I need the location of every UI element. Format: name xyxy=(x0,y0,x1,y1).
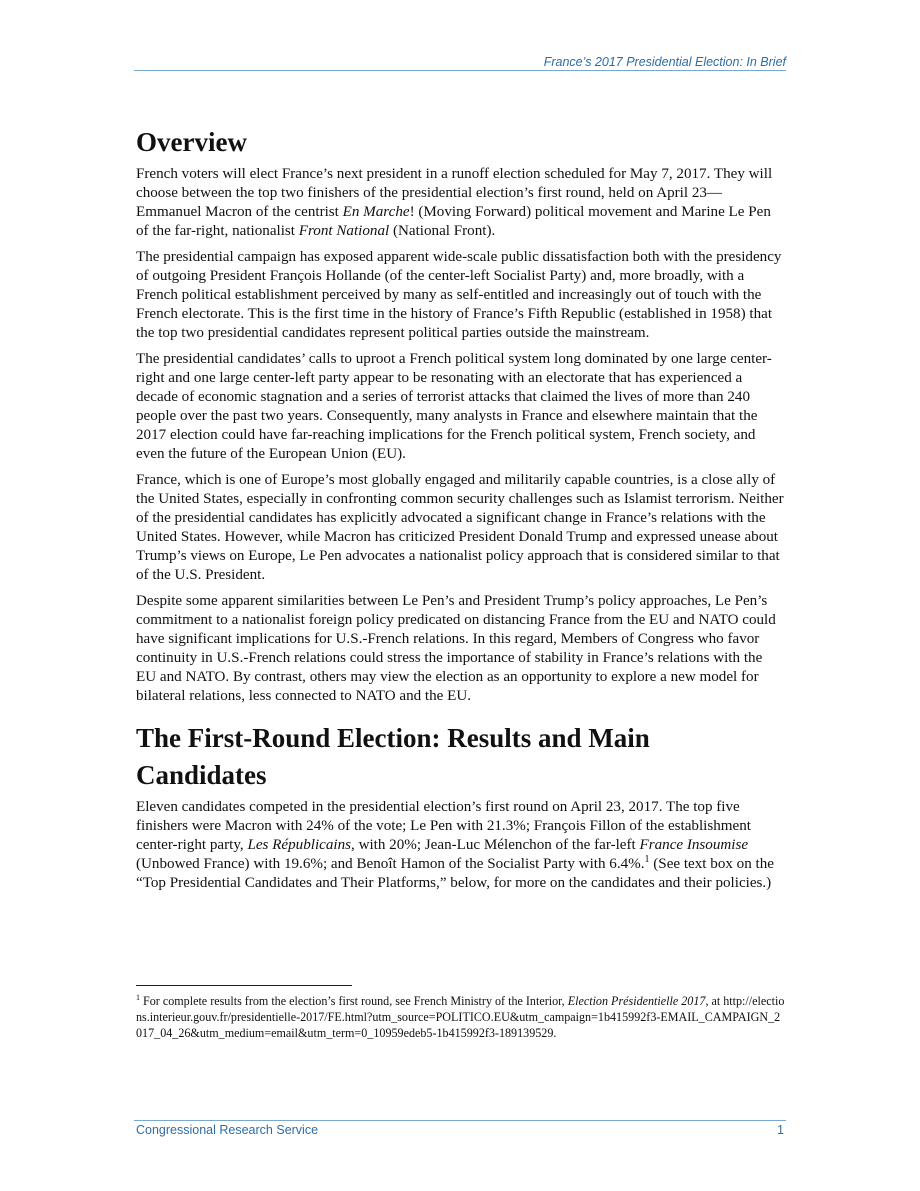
footnote-divider xyxy=(136,985,352,986)
document-body xyxy=(136,124,786,900)
running-header: France’s 2017 Presidential Election: In Brief xyxy=(543,55,786,69)
section-heading-first-round: The First-Round Election: Results and Main Candidates xyxy=(136,723,650,790)
footer-publisher: Congressional Research Service xyxy=(136,1123,319,1137)
overview-paragraph-1: French voters will elect France’s next president in a runoff election scheduled for May 7, 2017. They will choose between the top two finishers of the presidential election’s first round, held on April 23—Emmanuel Macron of the centrist En Marche! (Moving Forward) political movement and Marine Le Pen of the far-right, nationalist Front National (National Front). xyxy=(136,166,773,239)
overview-paragraph-5: Despite some apparent similarities between Le Pen’s and President Trump’s policy approaches, Le Pen’s commitment to a nationalist foreign policy predicated on distancing France from the EU and NATO could have significant implications for U.S.-French relations. In this regard, Members of Congress who favor continuity in U.S.-French relations could stress the importance of stability in France’s relations with the EU and NATO. By contrast, others may view the election as an opportunity to explore a new model for bilateral relations, less connected to NATO and the EU. xyxy=(136,593,776,704)
first-round-paragraph-1: Eleven candidates competed in the presidential election’s first round on April 23, 2017. The top five finishers were Macron with 24% of the vote; Le Pen with 21.3%; François Fillon of the establishment center-right party, Les Républicains, with 20%; Jean-Luc Mélenchon of the far-left France Insoumise (Unbowed France) with 19.6%; and Benoît Hamon of the Socialist Party with 6.4%.$^1$ (See text box on the “Top Presidential Candidates and Their Platforms,” below, for more on the candidates and their policies.) xyxy=(136,799,774,891)
footer-divider xyxy=(134,1120,786,1121)
overview-paragraph-3: The presidential candidates’ calls to uproot a French political system long dominated by one large center-right and one large center-left party appear to be resonating with an electorate that has experienced a decade of economic stagnation and a series of terrorist attacks that claimed the lives of more than 240 people over the past two years. Consequently, many analysts in France and elsewhere maintain that the 2017 election could have far-reaching implications for the French political system, French society, and even the future of the European Union (EU). xyxy=(136,351,772,462)
header-divider xyxy=(134,70,786,71)
overview-paragraph-4: France, which is one of Europe’s most globally engaged and militarily capable countries, is a close ally of the United States, especially in confronting common security challenges such as Islamist terrorism. Neither of the presidential candidates has explicitly advocated a significant change in France’s relations with the United States. However, while Macron has criticized President Donald Trump and expressed unease about Trump’s views on Europe, Le Pen advocates a nationalist policy approach that is considered similar to that of the U.S. President. xyxy=(136,472,784,583)
footer-page-number: 1 xyxy=(777,1123,784,1137)
footnote-1: $^1$ For complete results from the election’s first round, see French Ministry of the Interior, Election Présidentielle 2017, at http://elections.interieur.gouv.fr/presidentielle-2017/FE.html?utm_source=POLITICO.EU&utm_campaign=1b415992f3-EMAIL_CAMPAIGN_2017_04_26&utm_medium=email&utm_term=0_10959edeb5-1b415992f3-189139529. xyxy=(136,992,785,1040)
section-heading-overview: Overview xyxy=(136,127,247,157)
overview-paragraph-2: The presidential campaign has exposed apparent wide-scale public dissatisfaction both with the presidency of outgoing President François Hollande (of the center-left Socialist Party) and, more broadly, with a French political establishment perceived by many as self-entitled and increasingly out of touch with the French electorate. This is the first time in the history of France’s Fifth Republic (established in 1958) that the top two presidential candidates represent political parties outside the mainstream. xyxy=(136,249,782,341)
